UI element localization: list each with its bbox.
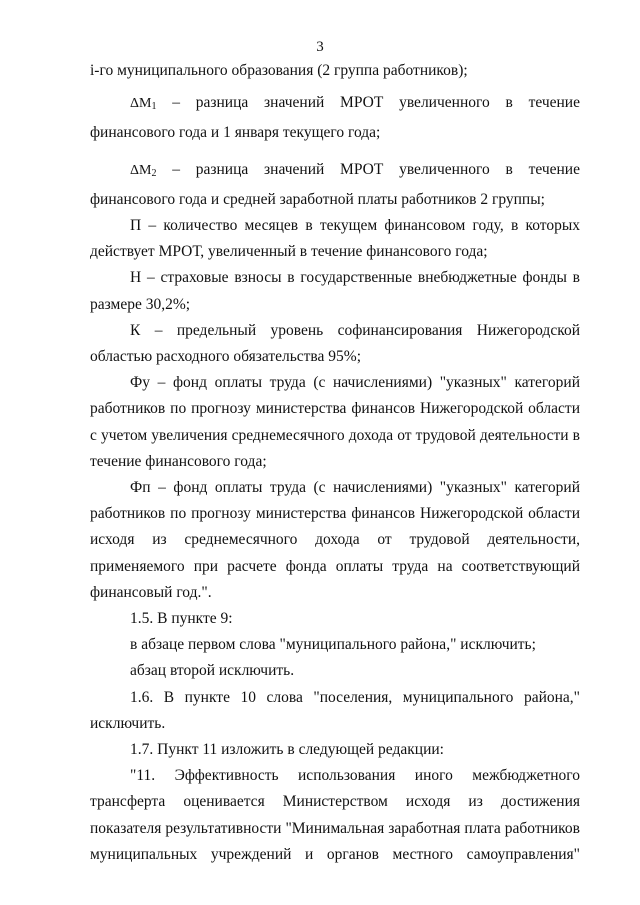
paragraph-n-insurance: Н – страховые взносы в государственные внебюджетные фонды в размере 30,2%; [90,269,580,313]
paragraph-1-5: 1.5. В пункте 9: [130,610,233,628]
delta-m2-text: – разница значений МРОТ увеличенного в течение финансового года и средней заработной платы работников 2 группы; [90,160,580,208]
paragraph-delta-m1 [90,90,580,146]
paragraph-delta-m2 [90,157,580,213]
paragraph-1-7: 1.7. Пункт 11 изложить в следующей редакции: [130,741,444,759]
paragraph-item-11: "11. Эффективность использования иного межбюджетного трансферта оценивается Министерством исходя из достижения показателя результативности "Минимальная заработная плата работников муниципальных учреждений и органов местного самоуправления" [90,767,580,863]
delta-m2-symbol: ΔM [130,162,152,178]
paragraph-k-cofinancing: К – предельный уровень софинансирования Нижегородской областью расходного обязательства 95%; [90,321,580,366]
paragraph-continuation: i-го муниципального образования (2 группа работников); [90,62,468,79]
page-number: 3 [316,39,324,55]
paragraph-fu-wage-fund: Фу – фонд оплаты труда (с начислениями) "указных" категорий работников по прогнозу министерства финансов Нижегородской области с учетом увеличения среднемесячного дохода от трудовой деятельности в течение финансового года; [90,374,580,470]
paragraph-fp-wage-fund: Фп – фонд оплаты труда (с начислениями) "указных" категорий работников по прогнозу министерства финансов Нижегородской области исходя из среднемесячного дохода от трудовой деятельности, применяемого при расчете фонда оплаты труда на соответствующий финансовый год.". [90,479,580,601]
paragraph-p-months: П – количество месяцев в текущем финансовом году, в которых действует МРОТ, увеличенный в течение финансового года; [90,217,580,261]
paragraph-1-6: 1.6. В пункте 10 слова "поселения, муниципального района," исключить. [90,688,580,732]
document-body [90,58,580,868]
delta-m1-subscript: 1 [151,101,157,113]
delta-m1-text: – разница значений МРОТ увеличенного в течение финансового года и 1 января текущего года; [90,94,580,142]
paragraph-1-5-a: в абзаце первом слова "муниципального района," исключить; [130,636,536,654]
paragraph-1-5-b: абзац второй исключить. [130,662,295,680]
delta-m1-symbol: ΔM [130,96,152,112]
delta-m2-subscript: 2 [151,167,157,179]
